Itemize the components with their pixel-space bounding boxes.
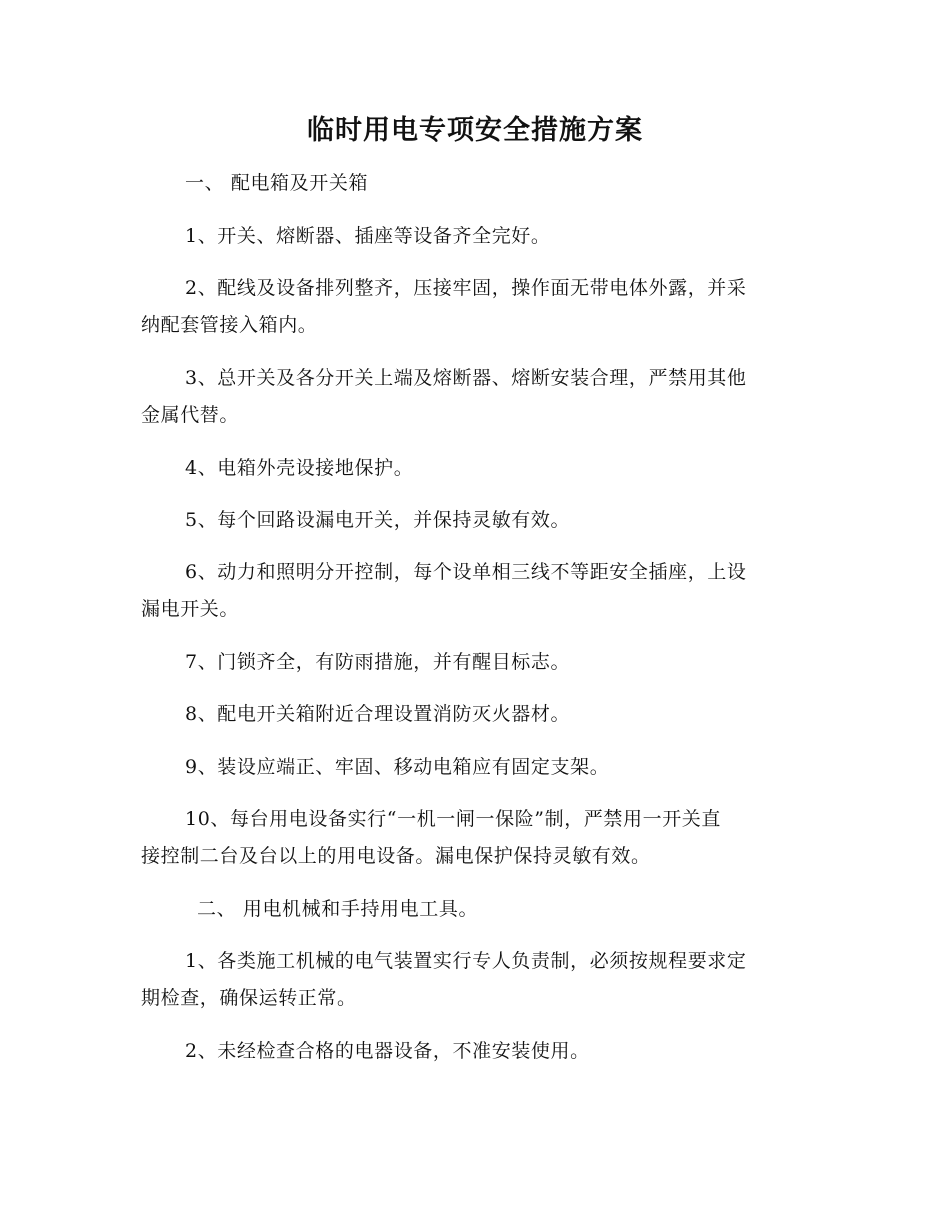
paragraph-line: 2、未经检查合格的电器设备，不准安装使用。 bbox=[185, 1040, 590, 1062]
paragraph-line: 5、每个回路设漏电开关，并保持灵敏有效。 bbox=[185, 509, 571, 531]
section-heading-1: 一、 配电箱及开关箱 bbox=[185, 172, 369, 194]
paragraph-line: 1、开关、熔断器、插座等设备齐全完好。 bbox=[185, 225, 551, 247]
paragraph-line: 8、配电开关箱附近合理设置消防灭火器材。 bbox=[185, 703, 571, 725]
paragraph-line: 期检查，确保运转正常。 bbox=[141, 987, 357, 1009]
paragraph-line: 7、门锁齐全，有防雨措施，并有醒目标志。 bbox=[185, 651, 571, 673]
paragraph-line: 3、总开关及各分开关上端及熔断器、熔断安装合理，严禁用其他 bbox=[185, 367, 747, 389]
paragraph-line: 1、各类施工机械的电气装置实行专人负责制，必须按规程要求定 bbox=[185, 950, 747, 972]
paragraph-line: 9、装设应端正、牢固、移动电箱应有固定支架。 bbox=[185, 756, 610, 778]
document-title: 临时用电专项安全措施方案 bbox=[307, 115, 643, 146]
paragraph-line: 2、配线及设备排列整齐，压接牢固，操作面无带电体外露，并采 bbox=[185, 277, 747, 299]
paragraph-line: 纳配套管接入箱内。 bbox=[141, 314, 318, 336]
paragraph-line: 漏电开关。 bbox=[141, 598, 240, 620]
section-heading-2: 二、 用电机械和手持用电工具。 bbox=[197, 898, 479, 920]
paragraph-line: 4、电箱外壳设接地保护。 bbox=[185, 457, 414, 479]
paragraph-line: 金属代替。 bbox=[141, 404, 240, 426]
paragraph-line: 接控制二台及台以上的用电设备。漏电保护保持灵敏有效。 bbox=[141, 845, 651, 867]
paragraph-line: 10、每台用电设备实行“一机一闸一保险”制，严禁用一开关直 bbox=[185, 808, 722, 830]
paragraph-line: 6、动力和照明分开控制，每个设单相三线不等距安全插座，上设 bbox=[185, 561, 747, 583]
